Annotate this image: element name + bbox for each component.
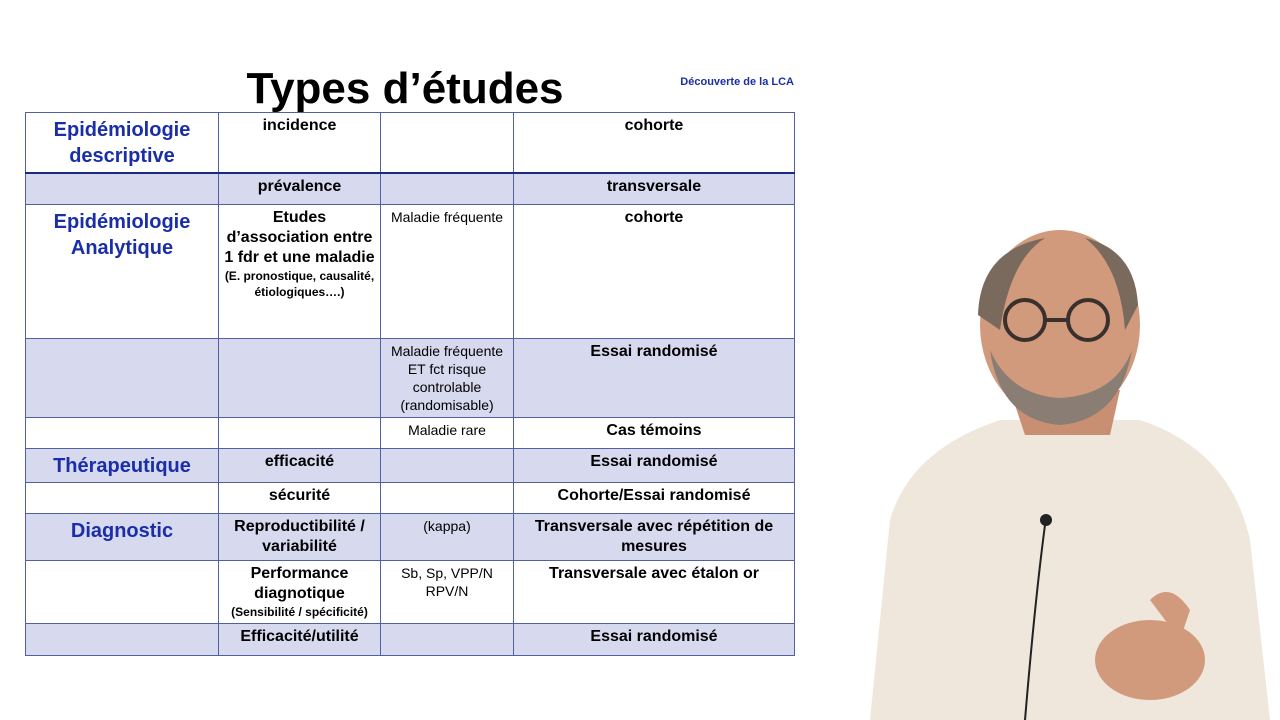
objective-cell: Reproductibilité / variabilité [219, 513, 381, 560]
table-row [26, 417, 795, 448]
category-cell [26, 623, 219, 655]
table-row [26, 173, 795, 204]
design-cell: Transversale avec étalon or [514, 560, 795, 623]
category-cell [26, 338, 219, 417]
objective-text: Etudes d’association entre 1 fdr et une maladie [224, 208, 375, 266]
slide-title: Types d’études [246, 64, 564, 113]
objective-cell [219, 338, 381, 417]
design-cell: cohorte [514, 204, 795, 338]
table-row [26, 560, 795, 623]
table-row [26, 204, 795, 338]
category-cell: Diagnostic [26, 513, 219, 560]
category-cell [26, 482, 219, 513]
objective-cell [219, 560, 381, 623]
condition-cell [381, 623, 514, 655]
objective-cell [219, 204, 381, 338]
design-cell: Transversale avec répétition de mesures [514, 513, 795, 560]
table-row [26, 623, 795, 655]
category-cell: Epidémiologie Analytique [26, 204, 219, 338]
condition-cell [381, 482, 514, 513]
condition-cell: Sb, Sp, VPP/N RPV/N [381, 560, 514, 623]
design-cell: transversale [514, 173, 795, 204]
slide-subtitle: Découverte de la LCA [680, 76, 794, 88]
design-cell: Essai randomisé [514, 338, 795, 417]
table-row [26, 113, 795, 174]
table-row [26, 513, 795, 560]
table-row [26, 448, 795, 482]
study-types-table [25, 112, 795, 656]
objective-note: (Sensibilité / spécificité) [231, 604, 368, 619]
design-cell: Cohorte/Essai randomisé [514, 482, 795, 513]
category-cell [26, 560, 219, 623]
design-cell: Essai randomisé [514, 448, 795, 482]
presenter-photo [850, 220, 1280, 720]
category-cell: Epidémiologie descriptive [26, 113, 219, 174]
objective-cell: Efficacité/utilité [219, 623, 381, 655]
table-row [26, 338, 795, 417]
objective-text: Performance diagnotique [250, 564, 349, 602]
condition-cell: (kappa) [381, 513, 514, 560]
objective-note: (E. pronostique, causalité, étiologiques….) [224, 268, 375, 299]
condition-cell: Maladie fréquente [381, 204, 514, 338]
condition-cell [381, 113, 514, 174]
condition-cell: Maladie rare [381, 417, 514, 448]
category-cell [26, 173, 219, 204]
condition-cell [381, 173, 514, 204]
design-cell: Cas témoins [514, 417, 795, 448]
design-cell: cohorte [514, 113, 795, 174]
objective-cell: sécurité [219, 482, 381, 513]
objective-cell: efficacité [219, 448, 381, 482]
condition-cell [381, 448, 514, 482]
objective-cell: prévalence [219, 173, 381, 204]
objective-cell [219, 417, 381, 448]
condition-cell: Maladie fréquente ET fct risque controlable (randomisable) [381, 338, 514, 417]
design-cell: Essai randomisé [514, 623, 795, 655]
table-row [26, 482, 795, 513]
objective-cell: incidence [219, 113, 381, 174]
category-cell [26, 417, 219, 448]
category-cell: Thérapeutique [26, 448, 219, 482]
